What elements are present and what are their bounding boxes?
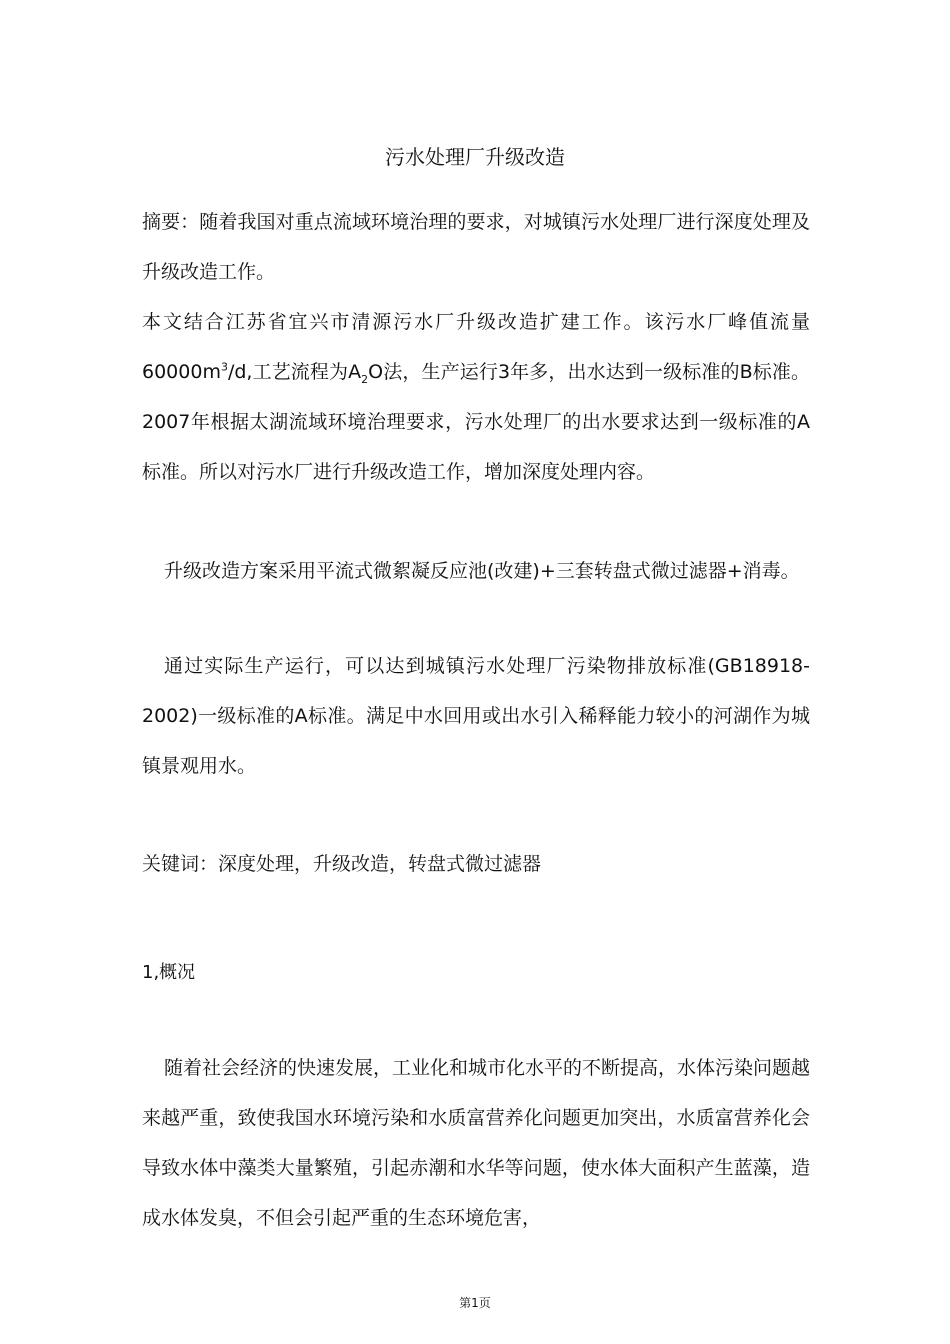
document-title: 污水处理厂升级改造: [385, 145, 565, 169]
keywords-line: 关键词：深度处理，升级改造，转盘式微过滤器: [142, 853, 542, 875]
intro-subscript: 2: [361, 372, 369, 386]
plan-paragraph: 升级改造方案采用平流式微絮凝反应池(改建)+三套转盘式微过滤器+消毒。: [164, 560, 800, 582]
page-number-footer: 第1页: [459, 1296, 491, 1310]
intro-superscript: 3: [220, 360, 228, 374]
section-heading: 1,概况: [142, 962, 196, 983]
result-paragraph: 通过实际生产运行，可以达到城镇污水处理厂污染物排放标准(GB18918-2002)一级标准的A标准。满足中水回用或出水引入稀释能力较小的河湖作为城镇景观用水。: [142, 655, 810, 777]
section-body-paragraph: 随着社会经济的快速发展，工业化和城市化水平的不断提高，水体污染问题越来越严重，致使我国水环境污染和水质富营养化问题更加突出，水质富营养化会导致水体中藻类大量繁殖，引起赤潮和水华等问题，使水体大面积产生蓝藻，造成水体发臭，不但会引起严重的生态环境危害，: [142, 1057, 811, 1229]
abstract-paragraph: 摘要：随着我国对重点流域环境治理的要求，对城镇污水处理厂进行深度处理及升级改造工作。: [142, 211, 810, 283]
intro-text-3: O法，生产运行3年多，出水达到一级标准的B标准。2007年根据太湖流域环境治理要求，污水处理厂的出水要求达到一级标准的A标准。所以对污水厂进行升级改造工作，增加深度处理内容。: [142, 361, 810, 483]
intro-text-2: /d,工艺流程为A: [227, 361, 362, 383]
intro-paragraph: [142, 297, 810, 497]
intro-text-1: 本文结合江苏省宜兴市清源污水厂升级改造扩建工作。该污水厂峰值流量60000m: [142, 311, 810, 383]
